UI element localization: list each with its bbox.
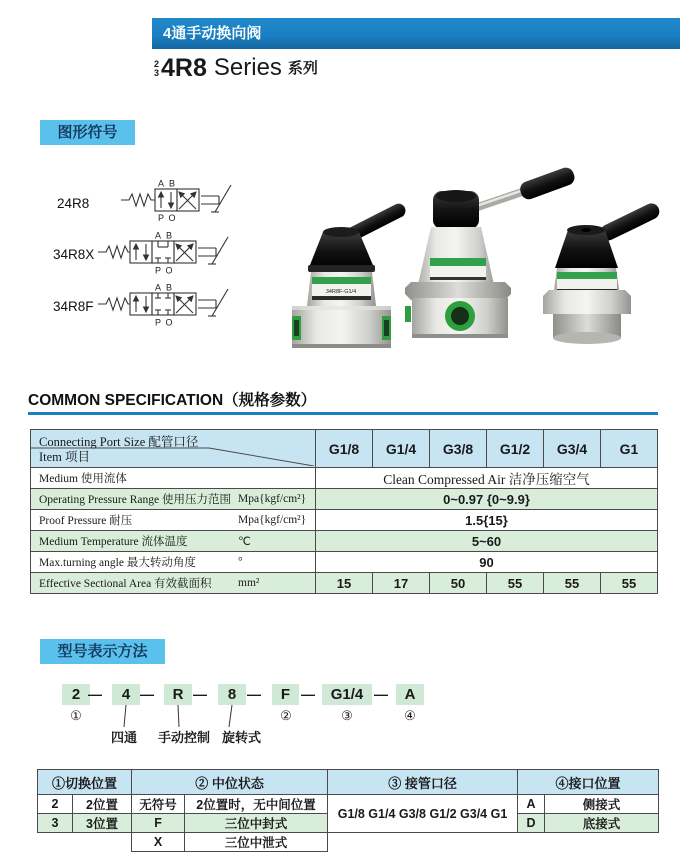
legend-row (38, 833, 659, 852)
port-size-header: G1/4 (373, 430, 430, 468)
legend-code: X (132, 833, 185, 852)
valve-photo-right (543, 201, 662, 344)
legend-row (38, 795, 659, 814)
spec-value: 15 (316, 573, 373, 594)
port-size-header: G1/8 (316, 430, 373, 468)
spec-label-text: Medium Temperature 流体温度 (39, 536, 188, 548)
model-designation-chip: 型号表示方法 (40, 639, 165, 664)
callout-manual: 手动控制 (158, 730, 211, 745)
legend-code: D (518, 814, 545, 833)
spec-label-text: Proof Pressure 耐压 (39, 515, 133, 527)
valve-symbol-34r8x (96, 230, 246, 276)
circle-marker-2: ② (280, 708, 292, 723)
model-dash: — (193, 686, 207, 702)
spec-value: 50 (430, 573, 487, 594)
callout-rotary: 旋转式 (222, 730, 262, 745)
port-size-header: G3/8 (430, 430, 487, 468)
legend-code: 无符号 (132, 795, 185, 814)
callout-lines (100, 705, 260, 727)
circle-marker-1: ① (70, 708, 82, 723)
legend-empty (38, 833, 73, 852)
valve-plate (405, 282, 511, 300)
model-segment-type: 8 (218, 684, 246, 705)
spec-value: 1.5{15} (316, 510, 658, 531)
spec-label (31, 489, 316, 510)
model-dash: — (374, 686, 388, 702)
legend-code: F (132, 814, 185, 833)
model-segment-center: F (272, 684, 299, 705)
port-size-header: G3/4 (544, 430, 601, 468)
spec-label-text: Effective Sectional Area 有效截面积 (39, 578, 212, 590)
circle-marker-3: ③ (341, 708, 353, 723)
port-label-b: B (165, 282, 173, 293)
spec-value: 5~60 (316, 531, 658, 552)
series-cn: 系列 (287, 60, 318, 77)
model-dash: — (301, 686, 315, 702)
spec-label (31, 552, 316, 573)
legend-header-mount: ④接口位置 (518, 770, 659, 795)
spec-value: 17 (373, 573, 430, 594)
model-segment-ways: 4 (112, 684, 140, 705)
spec-unit: Mpa{kgf/cm²} (238, 493, 307, 505)
callout-four-way: 四通 (111, 730, 138, 745)
spring-icon (98, 246, 130, 258)
spec-row (31, 552, 658, 573)
model-dash: — (247, 686, 261, 702)
spec-divider (28, 412, 658, 415)
spec-row (31, 489, 658, 510)
spec-value: 55 (544, 573, 601, 594)
spec-unit: mm² (238, 577, 260, 589)
spec-label-text: Max.turning angle 最大转动角度 (39, 557, 196, 569)
series-sub: 3 (154, 68, 160, 78)
legend-label: 侧接式 (545, 795, 659, 814)
valve-symbol-24r8 (115, 179, 243, 223)
series-title (154, 55, 318, 81)
series-prefix (154, 60, 159, 81)
model-segment-port: G1/4 (322, 684, 372, 705)
spec-unit: ° (238, 556, 243, 568)
valve-lever-grip (518, 165, 577, 201)
spec-row (31, 468, 658, 489)
spec-value: 90 (316, 552, 658, 573)
spec-table (30, 429, 658, 594)
spring-icon (98, 298, 130, 310)
spec-section-title: COMMON SPECIFICATION（规格参数） (28, 392, 317, 409)
corner-bottom-label: Item 项目 (39, 450, 91, 464)
port-label-a: A (154, 230, 162, 241)
port-label-a: A (154, 282, 162, 293)
symbol-model-34r8x: 34R8X (53, 247, 95, 262)
legend-code: 2 (38, 795, 73, 814)
product-photos (285, 158, 677, 354)
spec-row (31, 531, 658, 552)
port-label-o: O (165, 317, 173, 328)
symbol-model-34r8f: 34R8F (53, 299, 94, 314)
legend-empty (545, 833, 659, 852)
port-label-a: A (157, 179, 165, 189)
series-word: Series (213, 54, 282, 81)
banner (152, 18, 680, 49)
legend-header-position: ①切换位置 (38, 770, 132, 795)
valve-photo-left (292, 201, 408, 348)
legend-empty (518, 833, 545, 852)
series-code: 4R8 (161, 54, 207, 82)
corner-top-label: Connecting Port Size 配管口径 (39, 435, 199, 449)
valve-knob (308, 232, 375, 270)
spec-unit: ℃ (238, 536, 251, 548)
spec-label (31, 573, 316, 594)
model-dash: — (140, 686, 154, 702)
spec-value: 55 (601, 573, 658, 594)
model-segment-positions: 2 (62, 684, 90, 705)
port-label-p: P (154, 265, 162, 276)
port-label-b: B (168, 179, 176, 189)
port-label-p: P (157, 213, 165, 223)
legend-label: 三位中封式 (185, 814, 328, 833)
port-size-header: G1/2 (487, 430, 544, 468)
spec-unit: Mpa{kgf/cm²} (238, 514, 307, 526)
graphic-symbols-chip: 图形符号 (40, 120, 135, 145)
port-label-o: O (165, 265, 173, 276)
port-size-header: G1 (601, 430, 658, 468)
valve-plate (543, 290, 631, 314)
model-dash: — (88, 686, 102, 702)
symbol-model-24r8: 24R8 (57, 196, 90, 211)
legend-label: 三位中泄式 (185, 833, 328, 852)
spec-label-text: Operating Pressure Range 使用压力范围 (39, 494, 231, 506)
spec-label (31, 510, 316, 531)
legend-header-port: ③ 接管口径 (328, 770, 518, 795)
port-label-p: P (154, 317, 162, 328)
series-sup: 2 (154, 59, 160, 69)
legend-header-center: ② 中位状态 (132, 770, 328, 795)
banner-title: 4通手动换向阀 (163, 25, 262, 42)
valve-symbol-34r8f (96, 282, 246, 328)
circle-marker-4: ④ (404, 708, 416, 723)
legend-code: 3 (38, 814, 73, 833)
legend-empty (73, 833, 132, 852)
legend-code: A (518, 795, 545, 814)
model-segment-mount: A (396, 684, 424, 705)
port-label-o: O (168, 213, 176, 223)
port-label-b: B (165, 230, 173, 241)
spec-row (31, 573, 658, 594)
spec-value: 0~0.97 {0~9.9} (316, 489, 658, 510)
spring-icon (121, 194, 155, 206)
legend-table (37, 769, 659, 852)
legend-port-sizes: G1/8 G1/4 G3/8 G1/2 G3/4 G1 (328, 795, 518, 833)
spec-row (31, 510, 658, 531)
legend-label: 2位置时，无中间位置 (185, 795, 328, 814)
spec-value: Clean Compressed Air 洁净压缩空气 (316, 468, 658, 489)
spec-value: 55 (487, 573, 544, 594)
legend-empty (328, 833, 518, 852)
model-segment-control: R (164, 684, 192, 705)
legend-label: 2位置 (73, 795, 132, 814)
corner-cell (31, 430, 316, 468)
spec-label (31, 531, 316, 552)
valve-label: 34R8F-G1/4 (325, 289, 357, 295)
spec-label: Medium 使用流体 (31, 468, 316, 489)
legend-label: 3位置 (73, 814, 132, 833)
valve-base (292, 306, 391, 348)
legend-label: 底接式 (545, 814, 659, 833)
